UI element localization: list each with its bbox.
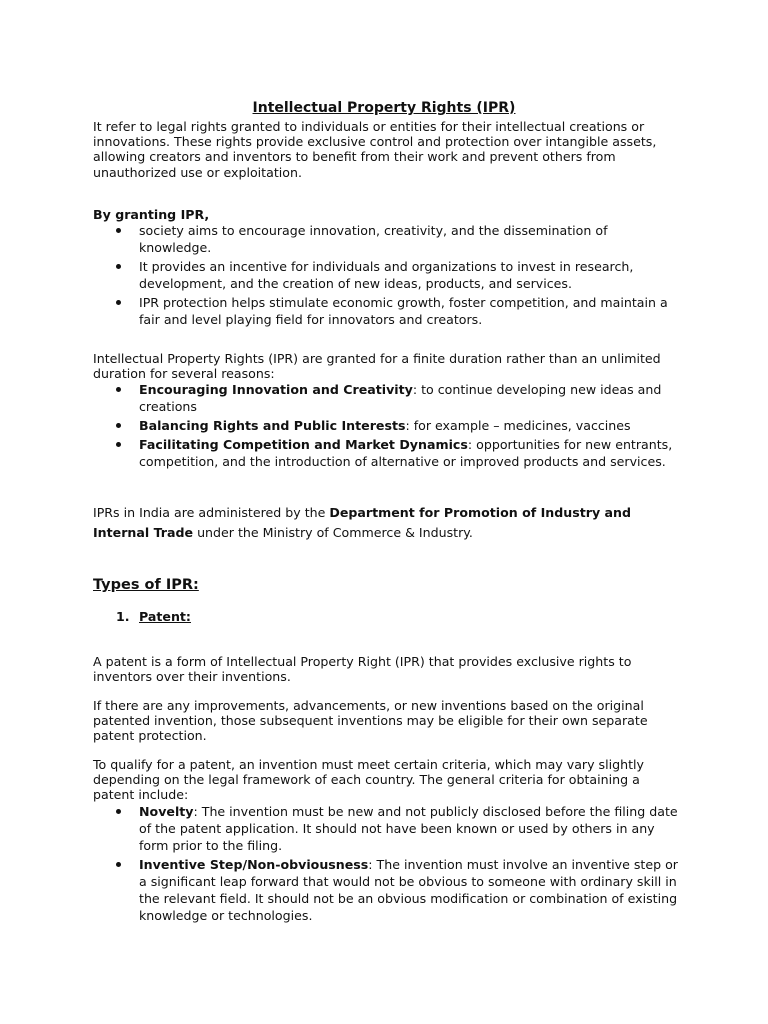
list-item: IPR protection helps stimulate economic growth, foster competition, and maintain a fair and level playing field for innovators and creators. xyxy=(93,294,683,328)
document-title: Intellectual Property Rights (IPR) xyxy=(252,100,516,116)
admin-paragraph: IPRs in India are administered by the Department for Promotion of Industry and Internal Trade under the Ministry of Commerce & Industry. xyxy=(93,505,632,540)
list-item: Facilitating Competition and Market Dynamics: opportunities for new entrants, competition, and the introduction of alternative or improved products and services. xyxy=(93,436,683,470)
list-item: Novelty: The invention must be new and not publicly disclosed before the filing date of the patent application. It should not have been known or used by others in any form prior to the filing. xyxy=(93,803,683,854)
duration-list xyxy=(93,381,683,470)
bullet-icon xyxy=(116,862,121,867)
patent-number: 1. xyxy=(116,609,130,624)
duration-section xyxy=(93,351,683,472)
bullet-icon xyxy=(116,442,121,447)
bullet-icon xyxy=(116,387,121,392)
list-item: Inventive Step/Non-obviousness: The invention must involve an inventive step or a significant leap forward that would not be obvious to someone with ordinary skill in the relevant field. It should not be an obvious modification or combination of existing knowledge or technologies. xyxy=(93,856,683,924)
types-heading: Types of IPR: xyxy=(93,577,199,593)
patent-definition: A patent is a form of Intellectual Property Right (IPR) that provides exclusive rights to inventors over their inventions. xyxy=(93,654,632,685)
bullet-icon xyxy=(116,228,121,233)
bullet-icon xyxy=(116,809,121,814)
patent-heading-row xyxy=(93,609,683,624)
list-item: society aims to encourage innovation, creativity, and the dissemination of knowledge. xyxy=(93,222,683,256)
patent-improvements: If there are any improvements, advancements, or new inventions based on the original patented invention, those subsequent inventions may be eligible for their own separate patent protection. xyxy=(93,698,648,744)
criteria-list xyxy=(93,803,683,924)
criteria-section xyxy=(93,757,683,926)
bullet-icon xyxy=(116,300,121,305)
duration-intro: Intellectual Property Rights (IPR) are granted for a finite duration rather than an unlimited duration for several reasons: xyxy=(93,351,661,382)
list-item: It provides an incentive for individuals and organizations to invest in research, development, and the creation of new ideas, products, and services. xyxy=(93,258,683,292)
granting-section xyxy=(93,207,683,330)
granting-heading: By granting IPR, xyxy=(93,207,210,222)
criteria-intro: To qualify for a patent, an invention must meet certain criteria, which may vary slightly depending on the legal framework of each country. The general criteria for obtaining a patent include: xyxy=(93,757,644,803)
intro-paragraph: It refer to legal rights granted to individuals or entities for their intellectual creations or innovations. These rights provide exclusive control and protection over intangible assets, allowing creators and inventors to benefit from their work and prevent others from unauthorized use or exploitation. xyxy=(93,119,657,180)
list-item: Balancing Rights and Public Interests: for example – medicines, vaccines xyxy=(93,417,683,434)
patent-heading: Patent: xyxy=(139,609,191,624)
granting-list xyxy=(93,222,683,328)
list-item: Encouraging Innovation and Creativity: to continue developing new ideas and creations xyxy=(93,381,683,415)
bullet-icon xyxy=(116,264,121,269)
bullet-icon xyxy=(116,423,121,428)
